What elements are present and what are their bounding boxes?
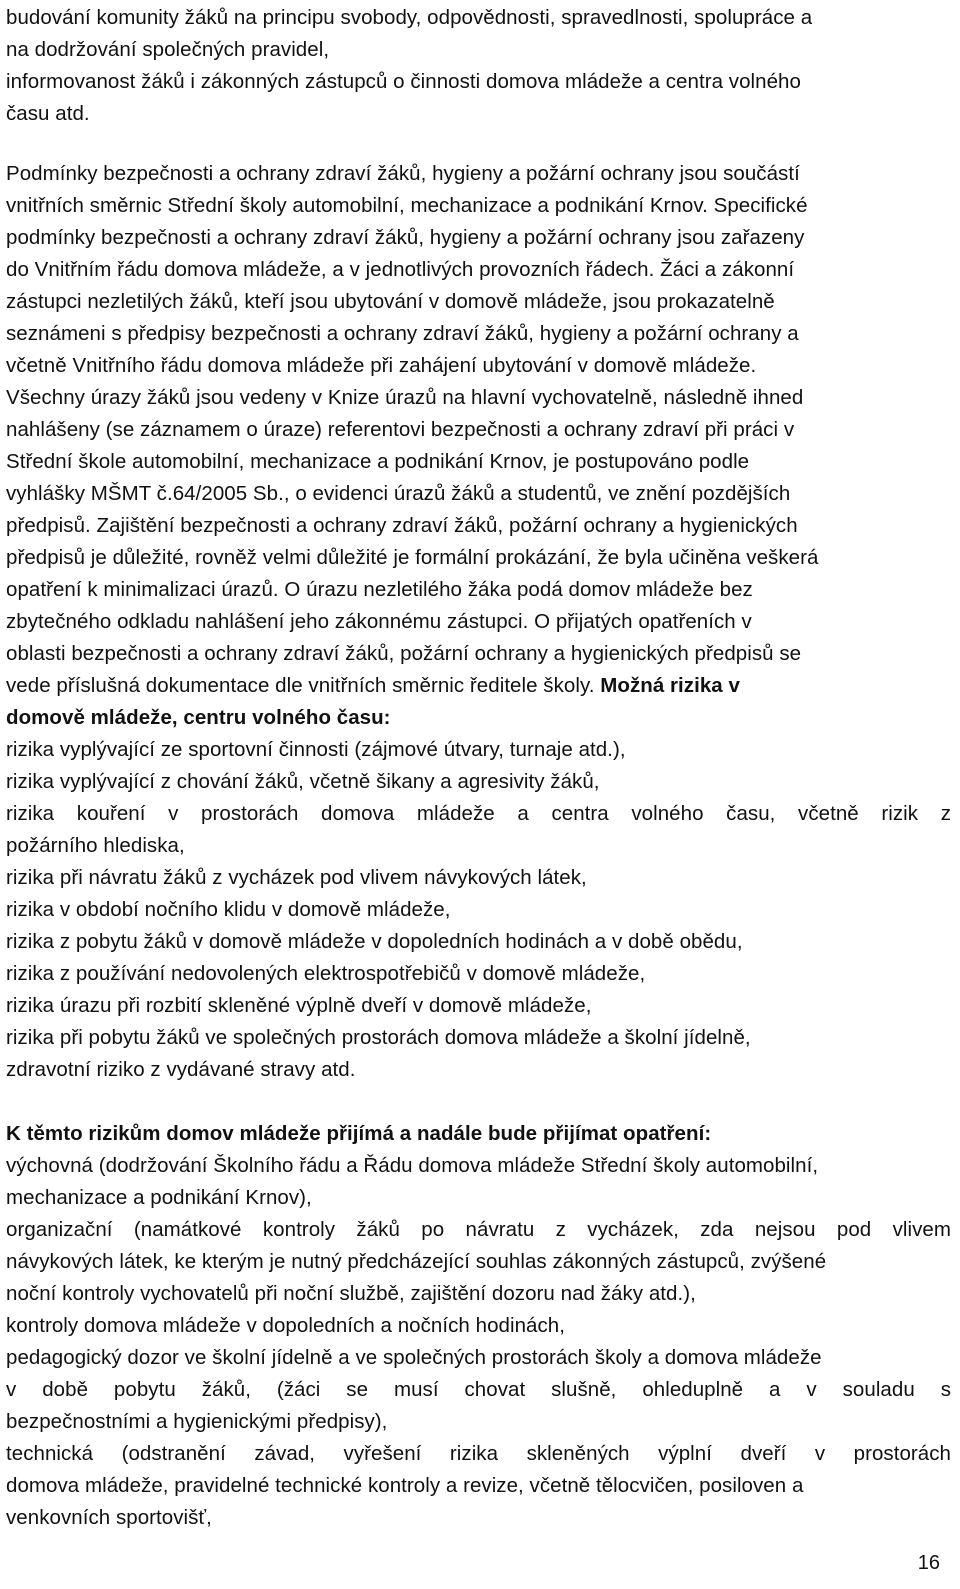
text-line: včetně Vnitřního řádu domova mládeže při zahájení ubytování v domově mládeže. bbox=[6, 354, 757, 377]
text-line: oblasti bezpečnosti a ochrany zdraví žáků, požární ochrany a hygienických předpisů se bbox=[6, 642, 802, 665]
list-item: rizika při pobytu žáků ve společných prostorách domova mládeže a školní jídelně, bbox=[6, 1026, 751, 1049]
list-item: technická (odstranění závad, vyřešení rizika skleněných výplní dveří v prostorách bbox=[6, 1442, 951, 1465]
list-item: organizační (namátkové kontroly žáků po návratu z vycházek, zda nejsou pod vlivem bbox=[6, 1218, 951, 1241]
measures-heading-text: K těmto rizikům domov mládeže přijímá a nadále bude přijímat opatření: bbox=[6, 1122, 712, 1145]
text-line: do Vnitřním řádu domova mládeže, a v jednotlivých provozních řádech. Žáci a zákonní bbox=[6, 258, 795, 281]
list-item: venkovních sportovišť, bbox=[6, 1506, 212, 1529]
text-line: nahlášeny (se záznamem o úraze) referentovi bezpečnosti a ochrany zdraví při práci v bbox=[6, 418, 795, 441]
risks-heading: domově mládeže, centru volného času: bbox=[6, 706, 391, 729]
list-item: kontroly domova mládeže v dopoledních a nočních hodinách, bbox=[6, 1314, 565, 1337]
list-item: rizika z používání nedovolených elektrospotřebičů v domově mládeže, bbox=[6, 962, 646, 985]
list-item: rizika při návratu žáků z vycházek pod vlivem návykových látek, bbox=[6, 866, 587, 889]
text-line: opatření k minimalizaci úrazů. O úrazu nezletilého žáka podá domov mládeže bez bbox=[6, 578, 753, 601]
list-item: požárního hlediska, bbox=[6, 834, 185, 857]
list-item: zdravotní riziko z vydávané stravy atd. bbox=[6, 1058, 356, 1081]
list-item: bezpečnostními a hygienickými předpisy), bbox=[6, 1410, 388, 1433]
text-line: seznámeni s předpisy bezpečnosti a ochrany zdraví žáků, hygieny a požární ochrany a bbox=[6, 322, 799, 345]
list-item: výchovná (dodržování Školního řádu a Řádu domova mládeže Střední školy automobilní, bbox=[6, 1154, 819, 1177]
text-line: předpisů je důležité, rovněž velmi důležité je formální prokázání, že byla učiněna veškerá bbox=[6, 546, 819, 569]
list-item: mechanizace a podnikání Krnov), bbox=[6, 1186, 312, 1209]
list-item: rizika v období nočního klidu v domově mládeže, bbox=[6, 898, 451, 921]
measures-heading bbox=[6, 1118, 711, 1150]
text-line: zbytečného odkladu nahlášení jeho zákonnému zástupci. O přijatých opatřeních v bbox=[6, 610, 752, 633]
text-line-with-heading bbox=[6, 670, 740, 702]
list-item: pedagogický dozor ve školní jídelně a ve společných prostorách školy a domova mládeže bbox=[6, 1346, 822, 1369]
list-item: návykových látek, ke kterým je nutný předcházející souhlas zákonných zástupců, zvýšené bbox=[6, 1250, 827, 1273]
page-number: 16 bbox=[917, 1552, 940, 1574]
text-line: času atd. bbox=[6, 102, 90, 125]
text-line: zástupci nezletilých žáků, kteří jsou ubytování v domově mládeže, jsou prokazatelně bbox=[6, 290, 775, 313]
list-item: rizika vyplývající ze sportovní činnosti (zájmové útvary, turnaje atd.), bbox=[6, 738, 626, 761]
list-item: rizika vyplývající z chování žáků, včetně šikany a agresivity žáků, bbox=[6, 770, 600, 793]
text-line: předpisů. Zajištění bezpečnosti a ochrany zdraví žáků, požární ochrany a hygienických bbox=[6, 514, 798, 537]
text-segment: vede příslušná dokumentace dle vnitřních směrnic ředitele školy. bbox=[6, 674, 595, 697]
text-line: Všechny úrazy žáků jsou vedeny v Knize úrazů na hlavní vychovatelně, následně ihned bbox=[6, 386, 804, 409]
text-line: Střední škole automobilní, mechanizace a podnikání Krnov, je postupováno podle bbox=[6, 450, 750, 473]
list-item: rizika úrazu při rozbití skleněné výplně dveří v domově mládeže, bbox=[6, 994, 592, 1017]
list-item: noční kontroly vychovatelů při noční službě, zajištění dozoru nad žáky atd.), bbox=[6, 1282, 696, 1305]
risks-heading: Možná rizika v bbox=[600, 674, 740, 697]
list-item: domova mládeže, pravidelné technické kontroly a revize, včetně tělocvičen, posiloven a bbox=[6, 1474, 804, 1497]
text-line: budování komunity žáků na principu svobody, odpovědnosti, spravedlnosti, spolupráce a bbox=[6, 6, 813, 29]
text-line: na dodržování společných pravidel, bbox=[6, 38, 330, 61]
text-line: informovanost žáků i zákonných zástupců o činnosti domova mládeže a centra volného bbox=[6, 70, 801, 93]
list-item: rizika kouření v prostorách domova mládeže a centra volného času, včetně rizik z bbox=[6, 802, 951, 825]
risks-heading-continued bbox=[6, 702, 391, 734]
text-line: vyhlášky MŠMT č.64/2005 Sb., o evidenci úrazů žáků a studentů, ve znění pozdějších bbox=[6, 482, 791, 505]
text-line: Podmínky bezpečnosti a ochrany zdraví žáků, hygieny a požární ochrany jsou součástí bbox=[6, 162, 800, 185]
list-item: rizika z pobytu žáků v domově mládeže v dopoledních hodinách a v době obědu, bbox=[6, 930, 743, 953]
text-line: podmínky bezpečnosti a ochrany zdraví žáků, hygieny a požární ochrany jsou zařazeny bbox=[6, 226, 805, 249]
list-item: v době pobytu žáků, (žáci se musí chovat slušně, ohleduplně a v souladu s bbox=[6, 1378, 951, 1401]
text-line: vnitřních směrnic Střední školy automobilní, mechanizace a podnikání Krnov. Specifické bbox=[6, 194, 808, 217]
